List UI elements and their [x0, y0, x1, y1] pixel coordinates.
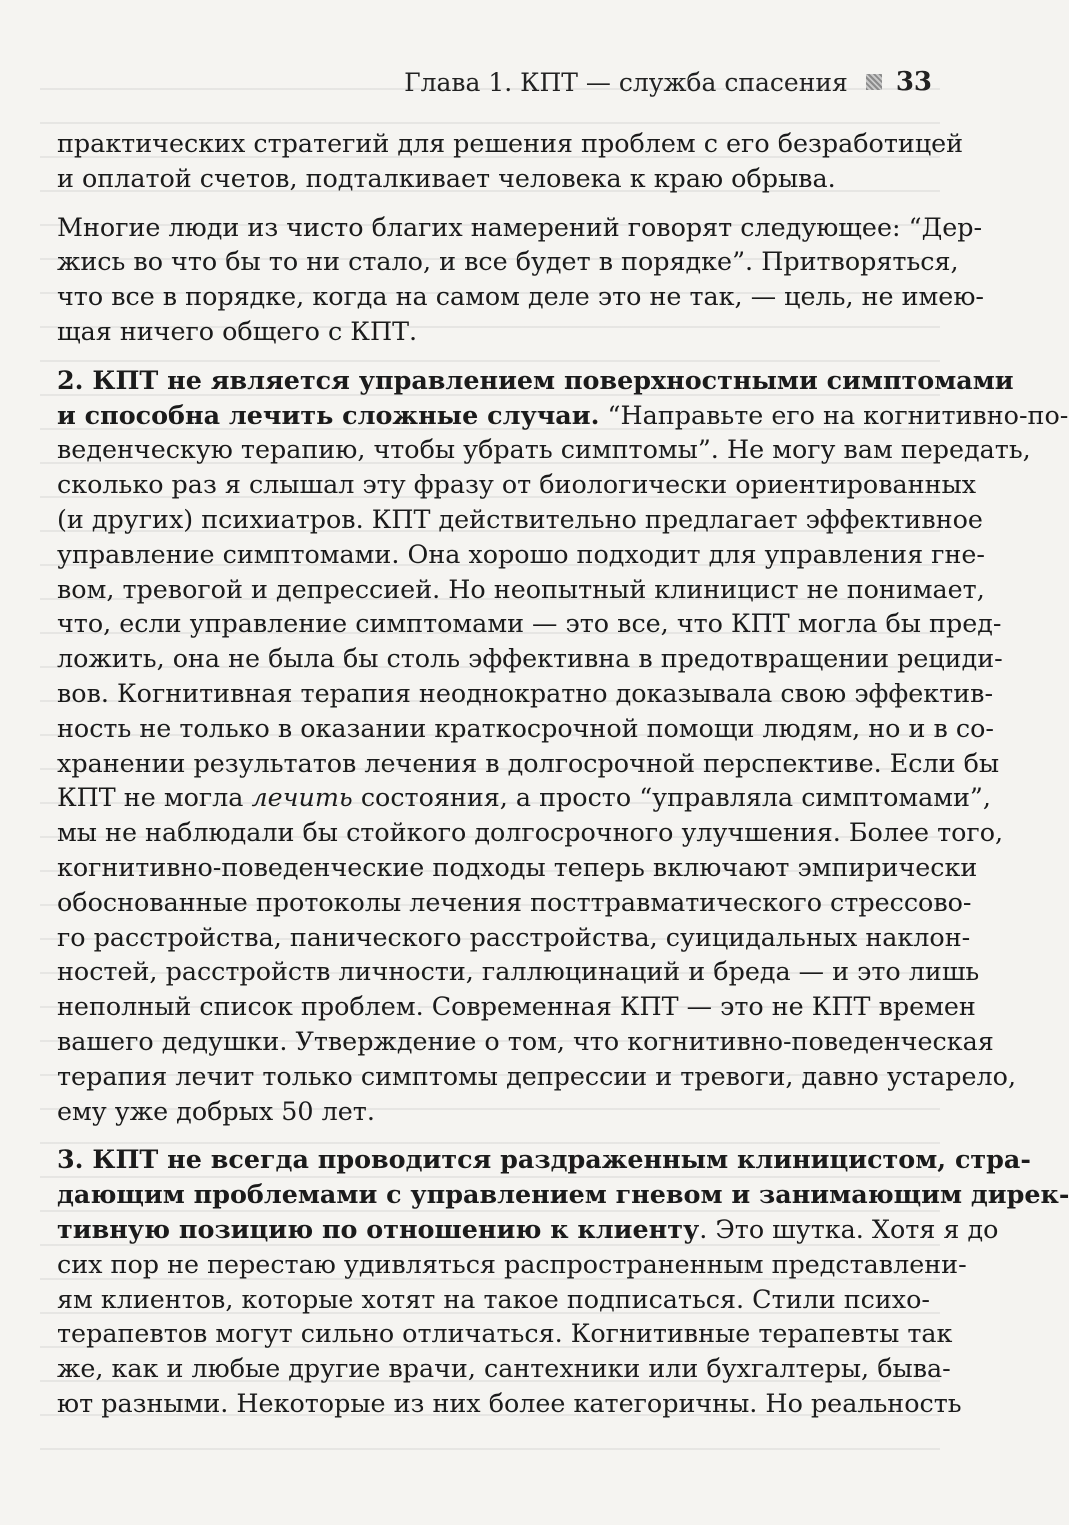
emphasis-word: лечить	[251, 782, 353, 813]
text-line: практических стратегий для решения проблем с его безработицей	[57, 128, 964, 158]
paragraph-section-2	[57, 363, 1069, 1129]
text-line: ложить, она не была бы столь эффективна в предотвращении рециди-	[57, 643, 1003, 674]
paragraph-2	[57, 210, 985, 349]
text-run: . Это шутка. Хотя я до	[699, 1213, 999, 1244]
text-line: веденческую терапию, чтобы убрать симптомы”. Не могу вам передать,	[57, 434, 1031, 465]
text-line: что все в порядке, когда на самом деле это не так, — цель, не имею-	[57, 281, 985, 312]
text-line: ют разными. Некоторые из них более категоричны. Но реальность	[57, 1387, 962, 1418]
text-line: и оплатой счетов, подталкивает человека к краю обрыва.	[57, 162, 836, 193]
running-header	[60, 62, 932, 102]
text-line: вов. Когнитивная терапия неоднократно доказывала свою эффектив-	[57, 677, 994, 708]
text-line: сколько раз я слышал эту фразу от биологически ориентированных	[57, 469, 977, 500]
text-line: сих пор не перестаю удивляться распространенным представлени-	[57, 1248, 967, 1279]
section-2-heading: 2. КПТ не является управлением поверхностными симптомами	[57, 364, 1014, 395]
section-2-heading-end: и способна лечить сложные случаи.	[57, 399, 600, 430]
text-line: терапия лечит только симптомы депрессии и тревоги, давно устарело,	[57, 1060, 1017, 1091]
text-line: го расстройства, панического расстройства, суицидальных наклон-	[57, 921, 971, 952]
paragraph-1	[57, 126, 964, 196]
text-line: когнитивно-поведенческие подходы теперь включают эмпирически	[57, 851, 978, 882]
text-run: КПТ не могла	[57, 782, 252, 813]
text-line: ему уже добрых 50 лет.	[57, 1095, 375, 1126]
text-line	[57, 398, 1069, 433]
text-run: состояния, а просто “управляла симптомами”,	[352, 782, 991, 813]
text-line: неполный список проблем. Современная КПТ — это не КПТ времен	[57, 991, 976, 1022]
square-ornament-icon	[866, 74, 882, 90]
text-line: хранении результатов лечения в долгосрочной перспективе. Если бы	[57, 747, 1000, 778]
text-line: мы не наблюдали бы стойкого долгосрочного улучшения. Более того,	[57, 817, 1004, 848]
text-line: Многие люди из чисто благих намерений говорят следующее: “Дер-	[57, 211, 983, 242]
text-line: же, как и любые другие врачи, сантехники или бухгалтеры, быва-	[57, 1353, 951, 1384]
text-line: что, если управление симптомами — это все, что КПТ могла бы пред-	[57, 608, 1002, 639]
text-line: ям клиентов, которые хотят на такое подписаться. Стили психо-	[57, 1283, 930, 1314]
text-line: вом, тревогой и депрессией. Но неопытный клиницист не понимает,	[57, 573, 985, 604]
body-text	[57, 126, 1069, 1435]
text-line: щая ничего общего с КПТ.	[57, 315, 418, 346]
page-number: 33	[895, 67, 932, 97]
text-line: ность не только в оказании краткосрочной помощи людям, но и в со-	[57, 712, 994, 743]
running-title: Глава 1. КПТ — служба спасения	[404, 67, 848, 97]
section-3-heading-end: тивную позицию по отношению к клиенту	[57, 1213, 700, 1244]
text-line	[57, 780, 991, 815]
text-line: (и других) психиатров. КПТ действительно предлагает эффективное	[57, 503, 983, 534]
text-line: вашего дедушки. Утверждение о том, что когнитивно-поведенческая	[57, 1025, 994, 1056]
text-line: жись во что бы то ни стало, и все будет в порядке”. Притворяться,	[57, 246, 959, 277]
text-line: обоснованные протоколы лечения посттравматического стрессово-	[57, 886, 972, 917]
text-run: “Направьте его на когнитивно-по-	[599, 399, 1069, 430]
text-line: ностей, расстройств личности, галлюцинаций и бреда — и это лишь	[57, 956, 980, 987]
paragraph-section-3	[57, 1142, 1069, 1420]
section-3-heading: дающим проблемами с управлением гневом и занимающим дирек-	[57, 1179, 1069, 1210]
text-line	[57, 1212, 999, 1247]
section-3-heading: 3. КПТ не всегда проводится раздраженным клиницистом, стра-	[57, 1144, 1031, 1175]
text-line: терапевтов могут сильно отличаться. Когнитивные терапевты так	[57, 1318, 953, 1349]
text-line: управление симптомами. Она хорошо подходит для управления гне-	[57, 538, 985, 569]
